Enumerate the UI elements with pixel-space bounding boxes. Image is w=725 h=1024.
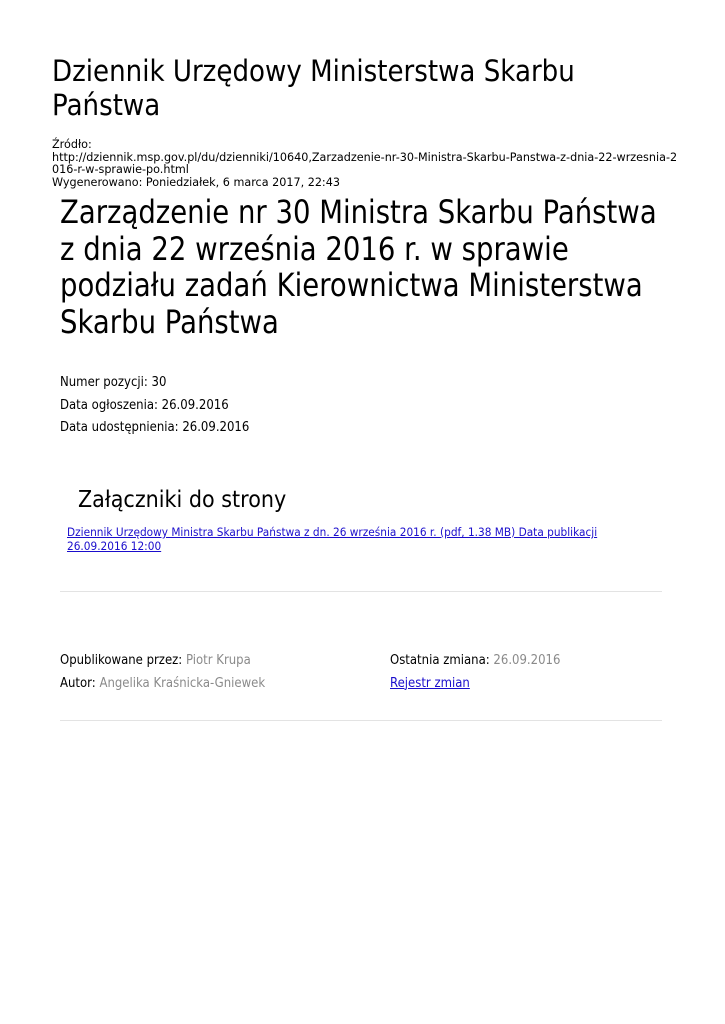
document-title: Zarządzenie nr 30 Ministra Skarbu Państwa z dnia 22 września 2016 r. w sprawie podziału zadań Kierownictwa Ministerstwa Skarbu Państwa [60,193,657,341]
attachments-heading: Załączniki do strony [78,487,287,513]
source-label: Źródło: [52,138,92,151]
author-value: Angelika Kraśnicka-Gniewek [99,675,266,691]
published-by [60,650,348,673]
source-block [52,139,682,189]
attachment-link[interactable]: Dziennik Urzędowy Ministra Skarbu Państwa z dn. 26 września 2016 r. (pdf, 1.38 MB) Data publikacji 26.09.2016 12:00 [67,525,598,553]
author-label: Autor: [60,675,96,691]
published-by-value: Piotr Krupa [185,653,251,668]
announcement-date: Data ogłoszenia: 26.09.2016 [60,397,229,413]
last-change-value: 26.09.2016 [493,653,561,668]
position-number: Numer pozycji: 30 [60,375,167,390]
share-date: Data udostępnienia: 26.09.2016 [60,420,250,435]
author [60,673,348,696]
divider [60,591,662,592]
last-change [390,650,678,673]
source-url: http://dziennik.msp.gov.pl/du/dzienniki/10640,Zarzadzenie-nr-30-Ministra-Skarbu-Panstwa-z-dnia-22-wrzesnia-2016-r-w-sprawie-po.html [52,150,678,176]
changelog-link[interactable]: Rejestr zmian [390,675,470,691]
last-change-label: Ostatnia zmiana: [390,653,490,668]
document-meta [60,372,420,440]
published-by-label: Opublikowane przez: [60,653,183,668]
footer-publisher [60,650,348,695]
footer-changes [390,650,678,695]
generated-timestamp: Wygenerowano: Poniedziałek, 6 marca 2017, 22:43 [52,175,340,189]
site-title: Dziennik Urzędowy Ministerstwa Skarbu Państwa [52,54,575,122]
divider [60,720,662,721]
